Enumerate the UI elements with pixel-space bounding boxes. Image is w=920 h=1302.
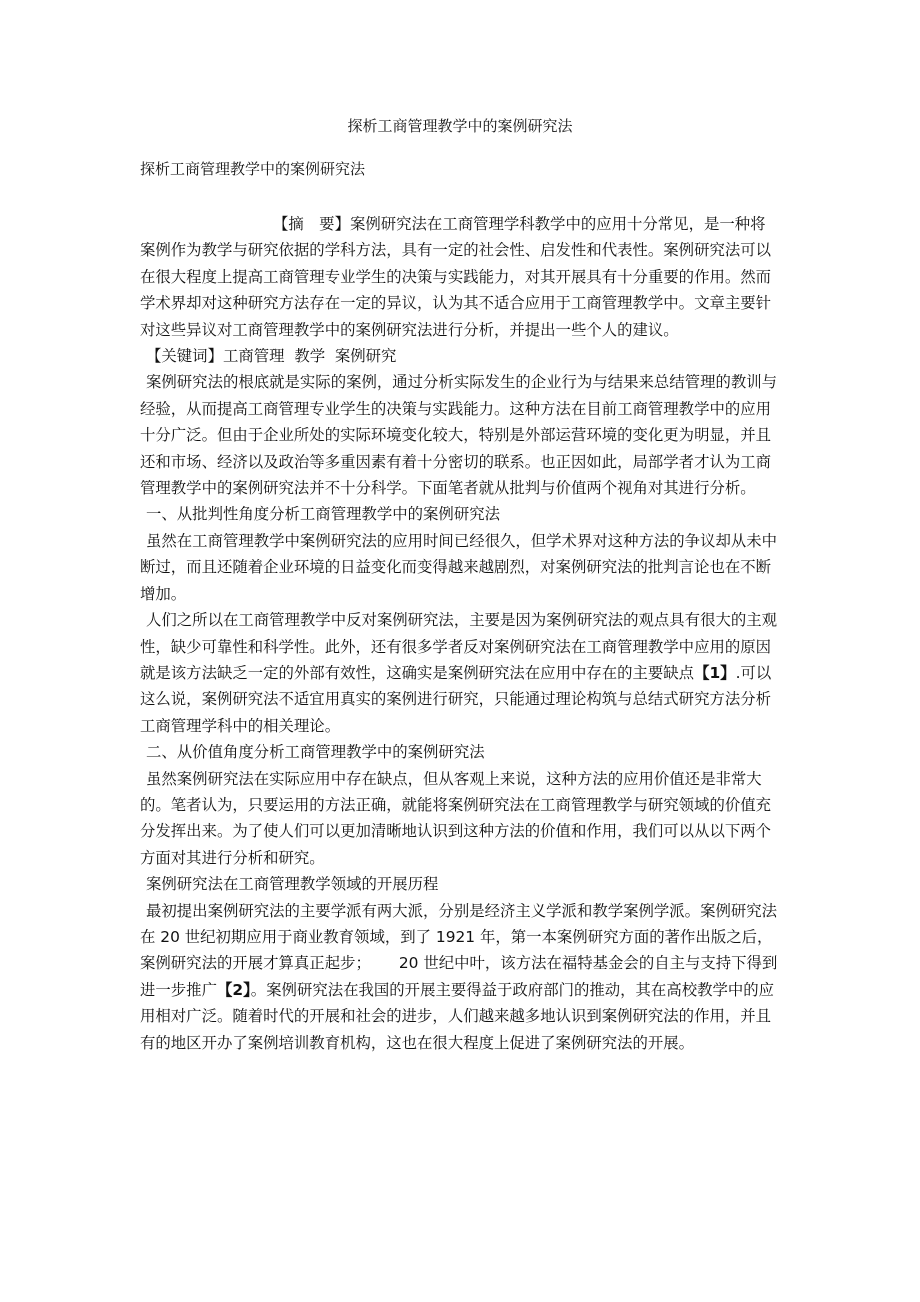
document-title: 探析工商管理教学中的案例研究法 (347, 117, 573, 135)
section2-subheading: 案例研究法在工商管理教学领域的开展历程 (146, 875, 439, 894)
section1-p2-text: 人们之所以在工商管理教学中反对案例研究法，主要是因为案例研究法的观点具有很大的主观性，缺少可靠性和科学性。此外，还有很多学者反对案例研究法在工商管理教学中应用的原因就是该方法缺乏一定的外部有效性，这确实是案例研究法在应用中存在的主要缺点 (140, 611, 778, 682)
document-subtitle: 探析工商管理教学中的案例研究法 (140, 160, 366, 178)
document-body (140, 211, 780, 1056)
section2-p2-text-c: 。案例研究法在我国的开展主要得益于政府部门的推动，其在高校教学中的应用相对广泛。随着时代的开展和社会的进步，人们越来越多地认识到案例研究法的作用，并且有的地区开办了案例培训教育机构，这也在很大程度上促进了案例研究法的开展。 (140, 980, 775, 1052)
section2-heading: 二、从价值角度分析工商管理教学中的案例研究法 (146, 743, 485, 762)
citation-2: 【2】 (216, 980, 251, 999)
section1-paragraph-2 (140, 607, 780, 739)
section2-paragraph-1: 虽然案例研究法在实际应用中存在缺点，但从客观上来说，这种方法的应用价值还是非常大的。笔者认为，只要运用的方法正确，就能将案例研究法在工商管理教学与研究领域的价值充分发挥出来。为了使人们可以更加清晰地认识到这种方法的价值和作用，我们可以从以下两个方面对其进行分析和研究。 (140, 769, 772, 867)
section2-paragraph-2 (140, 898, 780, 1056)
abstract-text: 案例研究法在工商管理学科教学中的应用十分常见，是一种将案例作为教学与研究依据的学科方法，具有一定的社会性、启发性和代表性。案例研究法可以在很大程度上提高工商管理专业学生的决策与实践能力，对其开展具有十分重要的作用。然而学术界却对这种研究方法存在一定的异议，认为其不适合应用于工商管理教学中。文章主要针对这些异议对工商管理教学中的案例研究法进行分析，并提出一些个人的建议。 (140, 215, 772, 339)
section2-p2-text-b: 20 世纪中叶，该方法在福特基金会的自主与支持下得到进一步推广 (140, 954, 778, 999)
section1-p2-text-cont: .可以这么说，案例研究法不适宜用真实的案例进行研究，只能通过理论构筑与总结式研究方法分析工商管理学科中的相关理论。 (140, 663, 772, 735)
abstract-label: 【摘 要】 (273, 215, 350, 233)
abstract-paragraph (140, 211, 780, 343)
keywords-line (140, 343, 780, 369)
section2-p2-text-a: 最初提出案例研究法的主要学派有两大派，分别是经济主义学派和教学案例学派。案例研究法在 20 世纪初期应用于商业教育领域，到了 1921 年，第一本案例研究方面的著作出版之后，案例研究法的开展才算真正起步； (140, 901, 778, 973)
section1-paragraph-1: 虽然在工商管理教学中案例研究法的应用时间已经很久，但学术界对这种方法的争议却从未中断过，而且还随着企业环境的日益变化而变得越来越剧烈，对案例研究法的批判言论也在不断增加。 (140, 531, 778, 603)
keywords-label: 【关键词】 (146, 347, 223, 366)
keywords-text: 工商管理 教学 案例研究 (222, 347, 397, 366)
intro-paragraph: 案例研究法的根底就是实际的案例，通过分析实际发生的企业行为与结果来总结管理的教训与经验，从而提高工商管理专业学生的决策与实践能力。这种方法在目前工商管理教学中的应用十分广泛。但由于企业所处的实际环境变化较大，特别是外部运营环境的变化更为明显，并且还和市场、经济以及政治等多重因素有着十分密切的联系。也正因如此，局部学者才认为工商管理教学中的案例研究法并不十分科学。下面笔者就从批判与价值两个视角对其进行分析。 (140, 373, 778, 498)
citation-1: 【1】 (694, 663, 736, 682)
section1-heading: 一、从批判性角度分析工商管理教学中的案例研究法 (146, 505, 500, 524)
